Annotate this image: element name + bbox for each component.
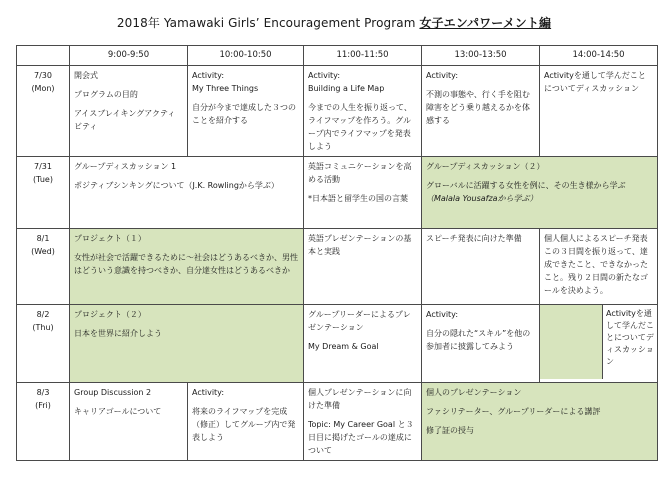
thu-slot5-text: Activityを通して学んだことについてディスカッション — [606, 309, 654, 366]
cell-thu-slot5 — [540, 305, 658, 383]
cell-tue-slot3: 英語コミュニケーションを高める活動 *日本語と留学生の国の言葉 — [304, 157, 422, 229]
page-title — [0, 14, 668, 31]
row-wed — [17, 229, 658, 305]
cell-fri-slot1: Group Discussion 2 キャリアゴールについて — [70, 383, 188, 461]
cell-thu-slot4: Activity: 自分の隠れた“スキル”を他の参加者に披露してみよう — [422, 305, 540, 383]
schedule-table — [16, 45, 658, 461]
cell-mon-slot4: Activity: 不測の事態や、行く手を阻む障害をどう乗り越えるかを体感する — [422, 66, 540, 157]
header-slot-1: 9:00-9:50 — [70, 46, 188, 66]
day-label-tue: 7/31 (Tue) — [17, 157, 70, 229]
cell-mon-slot5: Activityを通して学んだことについてディスカッション — [540, 66, 658, 157]
cell-fri-slot3: 個人プレゼンテーションに向けた準備 Topic: My Career Goal と３日目に掲げたゴールの達成について — [304, 383, 422, 461]
title-en: 2018年 Yamawaki Girls’ Encouragement Program — [116, 16, 416, 30]
row-mon — [17, 66, 658, 157]
day-label-thu: 8/2 (Thu) — [17, 305, 70, 383]
row-fri — [17, 383, 658, 461]
corner-cell — [17, 46, 70, 66]
day-label-mon: 7/30 (Mon) — [17, 66, 70, 157]
cell-thu-slot1-2: プロジェクト（２） 日本を世界に紹介しよう — [70, 305, 304, 383]
row-thu — [17, 305, 658, 383]
cell-tue-slot4-5: グループディスカッション（２） グローバルに活躍する女性を例に、その生き様から学ぶ （Malala Yousafzaから学ぶ） — [422, 157, 658, 229]
day-label-fri: 8/3 (Fri) — [17, 383, 70, 461]
cell-wed-slot1-2: プロジェクト（１） 女性が社会で活躍できるために～社会はどうあるべきか、男性はどういう意識を持つべきか、自分達女性はどうあるべきか — [70, 229, 304, 305]
cell-mon-slot2: Activity: My Three Things 自分が今まで達成した３つのことを紹介する — [188, 66, 304, 157]
header-slot-3: 11:00-11:50 — [304, 46, 422, 66]
row-tue — [17, 157, 658, 229]
cell-wed-slot5: 個人個人によるスピーチ発表 この３日間を振り返って、達成できたこと、できなかったこと。残り２日間の新たなゴールを決めよう。 — [540, 229, 658, 305]
cell-fri-slot4-5: 個人のプレゼンテーション ファシリテーター、グループリーダーによる講評 修了証の授与 — [422, 383, 658, 461]
cell-tue-slot1-2: グループディスカッション 1 ポジティブシンキングについて（J.K. Rowlingから学ぶ） — [70, 157, 304, 229]
header-slot-2: 10:00-10:50 — [188, 46, 304, 66]
header-slot-4: 13:00-13:50 — [422, 46, 540, 66]
cell-fri-slot2: Activity: 将来のライフマップを完成（修正）してグループ内で発表しよう — [188, 383, 304, 461]
header-slot-5: 14:00-14:50 — [540, 46, 658, 66]
header-row — [17, 46, 658, 66]
cell-mon-slot1: 開会式 プログラムの目的 アイスブレイキングアクティビティ — [70, 66, 188, 157]
title-jp: 女子エンパワーメント編 — [419, 16, 552, 30]
cell-wed-slot4: スピーチ発表に向けた準備 — [422, 229, 540, 305]
cell-wed-slot3: 英語プレゼンテーションの基本と実践 — [304, 229, 422, 305]
cell-mon-slot3: Activity: Building a Life Map 今までの人生を振り返って、ライフマップを作ろう。グループ内でライフマップを発表しよう — [304, 66, 422, 157]
day-label-wed: 8/1 (Wed) — [17, 229, 70, 305]
cell-thu-slot3: グループリーダーによるプレゼンテーション My Dream & Goal — [304, 305, 422, 383]
